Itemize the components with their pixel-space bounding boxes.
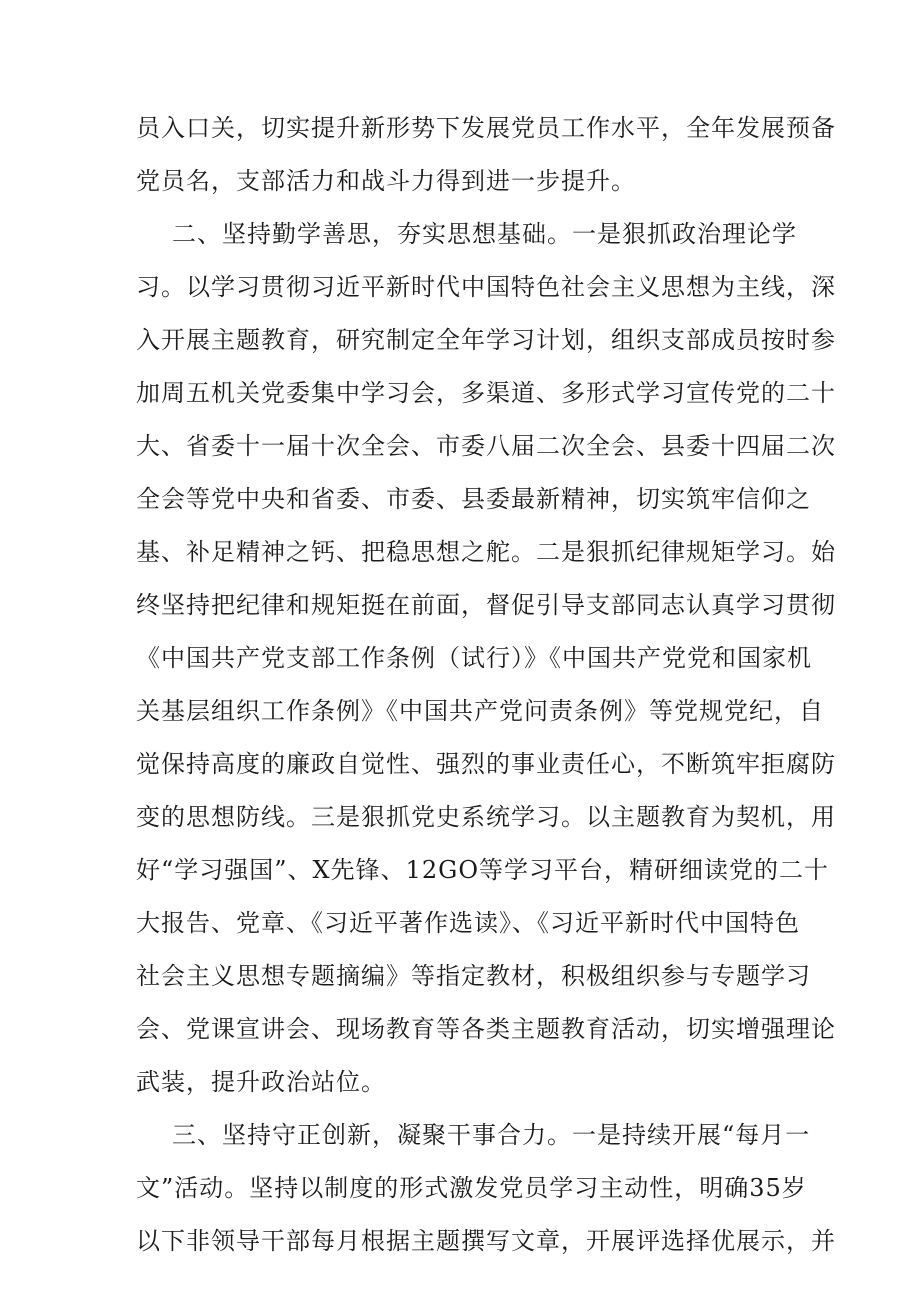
paragraph-line: 终坚持把纪律和规矩挺在前面，督促引导支部同志认真学习贯彻: [136, 591, 836, 619]
paragraph-line: 党员名，支部活力和战斗力得到进一步提升。: [136, 167, 636, 195]
paragraph-line: 加周五机关党委集中学习会，多渠道、多形式学习宣传党的二十: [136, 379, 836, 407]
paragraph-line: 好“学习强国”、X先锋、12GO等学习平台，精研细读党的二十: [136, 856, 830, 884]
paragraph-line: 觉保持高度的廉政自觉性、强烈的事业责任心，不断筑牢拒腐防: [136, 750, 836, 778]
paragraph-line: 《中国共产党支部工作条例（试行）》《中国共产党党和国家机: [136, 644, 812, 672]
paragraph-line: 大、省委十一届十次全会、市委八届二次全会、县委十四届二次: [136, 432, 836, 460]
paragraph-line: 文”活动。坚持以制度的形式激发党员学习主动性，明确35岁: [136, 1174, 807, 1202]
paragraph-line: 变的思想防线。三是狠抓党史系统学习。以主题教育为契机，用: [136, 803, 836, 831]
paragraph-line: 社会主义思想专题摘编》等指定教材，积极组织参与专题学习: [136, 962, 811, 990]
paragraph-line: 入开展主题教育，研究制定全年学习计划，组织支部成员按时参: [136, 326, 836, 354]
paragraph-line: 基、补足精神之钙、把稳思想之舵。二是狠抓纪律规矩学习。始: [136, 538, 836, 566]
paragraph-line: 以下非领导干部每月根据主题撰写文章，开展评选择优展示，并: [136, 1227, 836, 1255]
paragraph-line: 关基层组织工作条例》《中国共产党问责条例》等党规党纪，自: [136, 697, 824, 725]
paragraph-line: 员入口关，切实提升新形势下发展党员工作水平，全年发展预备: [136, 114, 836, 142]
paragraph-line: 全会等党中央和省委、市委、县委最新精神，切实筑牢信仰之: [136, 485, 811, 513]
paragraph-line: 二、坚持勤学善思，夯实思想基础。一是狠抓政治理论学: [172, 220, 797, 248]
paragraph-line: 会、党课宣讲会、现场教育等各类主题教育活动，切实增强理论: [136, 1015, 836, 1043]
paragraph-line: 大报告、党章、《习近平著作选读》、《习近平新时代中国特色: [136, 909, 800, 937]
paragraph-line: 习。以学习贯彻习近平新时代中国特色社会主义思想为主线，深: [136, 273, 836, 301]
paragraph-line: 武装，提升政治站位。: [136, 1068, 386, 1096]
paragraph-line: 三、坚持守正创新，凝聚干事合力。一是持续开展“每月一: [172, 1121, 811, 1149]
